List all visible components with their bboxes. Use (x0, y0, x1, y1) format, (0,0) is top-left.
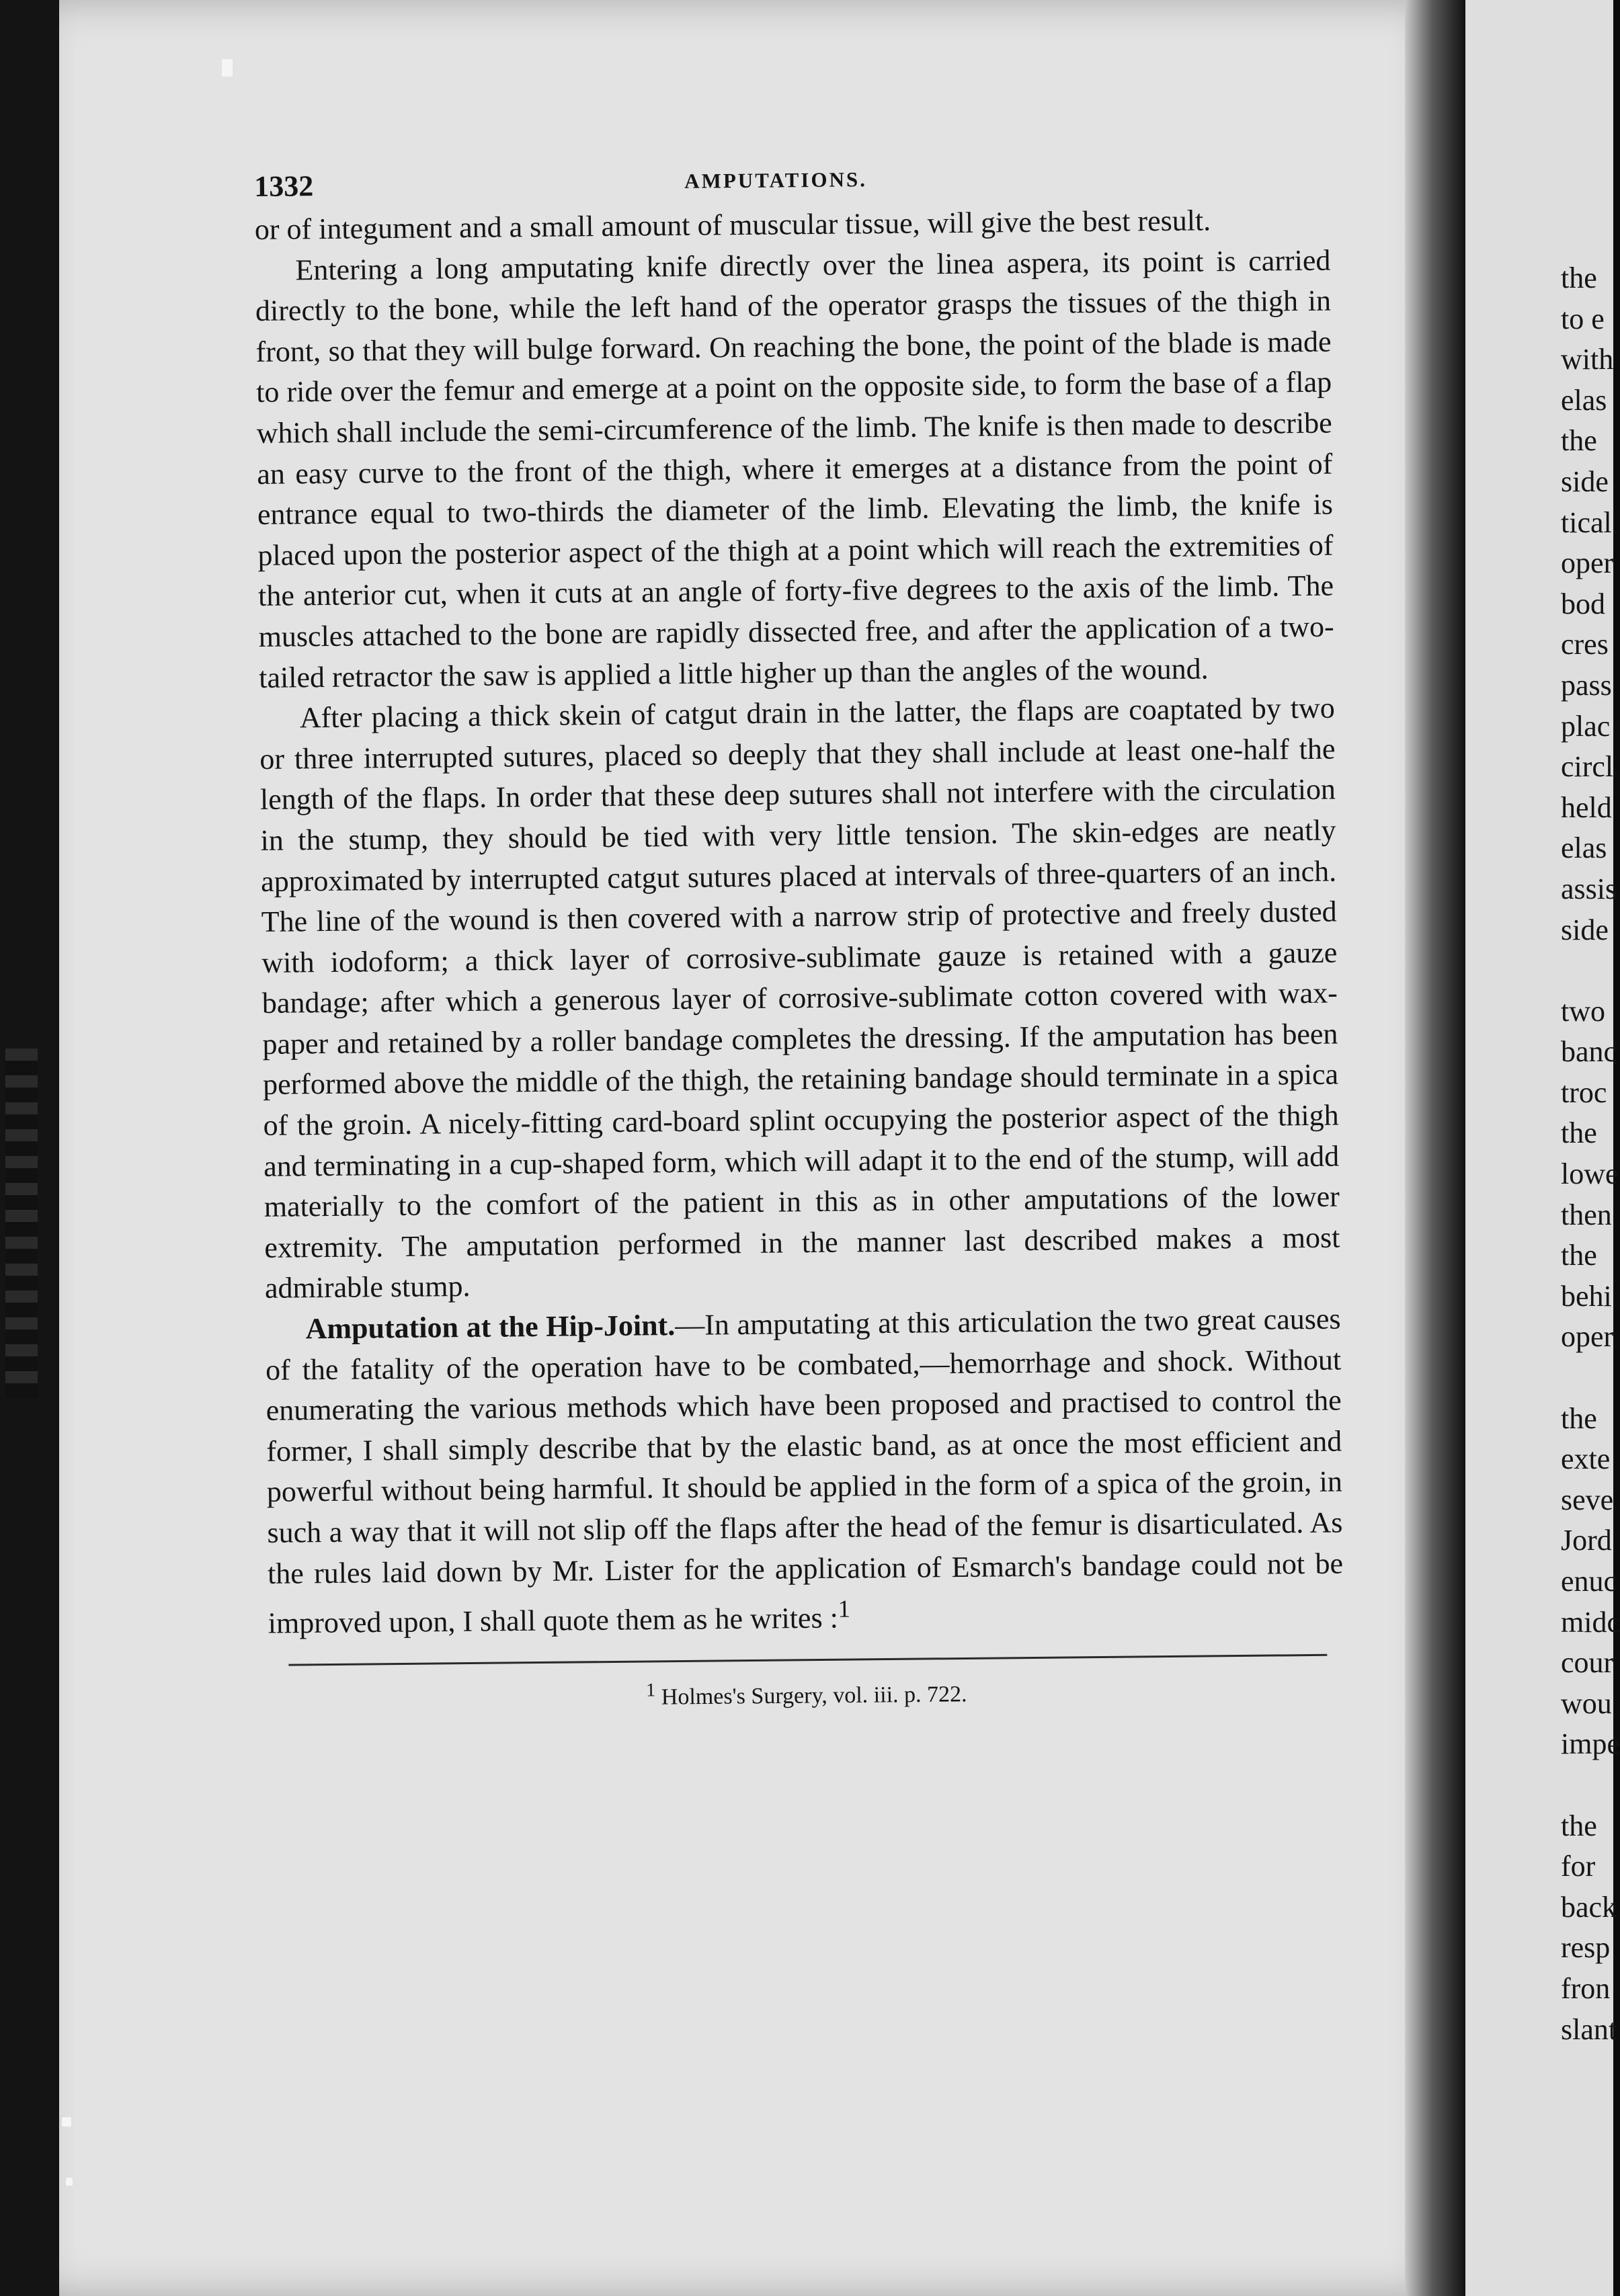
facing-page-line: to e (1561, 302, 1605, 335)
facing-page-line: midc (1561, 1605, 1620, 1639)
facing-page-text (1561, 258, 1620, 2050)
facing-page-line: the (1561, 1116, 1597, 1150)
facing-page-line: the (1561, 424, 1597, 458)
facing-page-line: circl (1561, 750, 1614, 784)
facing-page-line: back (1561, 1890, 1617, 1924)
facing-page-line: two (1561, 994, 1605, 1028)
dust-speck (222, 59, 233, 77)
facing-page-line: the (1561, 261, 1597, 294)
facing-page-line: cres (1561, 628, 1609, 661)
page-number: 1332 (254, 169, 314, 203)
facing-page-line: elas (1561, 831, 1607, 865)
facing-page-line: resp (1561, 1931, 1611, 1965)
facing-page-line: troc (1561, 1075, 1607, 1109)
facing-page-line: oper (1561, 1320, 1614, 1354)
facing-page-line (1561, 950, 1615, 991)
dust-speck (62, 2117, 71, 2127)
facing-page-line: for (1561, 1850, 1596, 1883)
facing-page-line: elas (1561, 383, 1607, 417)
paragraph: After placing a thick skein of catgut drain in the latter, the flaps are coaptated by two or three interrupted sutures, placed so deeply that they shall include at least one-half the length of the flaps. In order that these deep sutures shall not interfere with the circulation in the stump, they should be tied with very little tension. The skin-edges are neatly approximated by interrupted catgut sutures placed at intervals of three-quarters of an inch. The line of the wound is then covered with a narrow strip of protective and freely dusted with iodoform; a thick layer of corrosive-sublimate gauze is retained with a gauze bandage; after which a generous layer of corrosive-sublimate cotton covered with wax-paper and retained by a roller bandage completes the dressing. If the amputation has been performed above the middle of the thigh, the retaining bandage should terminate in a spica of the groin. A nicely-fitting card-board splint occupying the posterior aspect of the thigh and terminating in a cup-shaped form, which will adapt it to the end of the stump, will add materially to the comfort of the patient in this as in other amputations of the lower extremity. The amputation performed in the manner last described makes a most admirable stump. (259, 691, 1340, 1305)
facing-page-line: the (1561, 1401, 1597, 1435)
page-text (254, 159, 1344, 1715)
paragraph: Entering a long amputating knife directly over the linea aspera, its point is carried directly to the bone, while the left hand of the operator grasps the tissues of the thigh in front, so that they will bulge forward. On reaching the bone, the point of the blade is made to ride over the femur and emerge at a point on the opposite side, to form the base of a flap which shall include the semi-circumference of the limb. The knife is then made to describe an easy curve to the front of the thigh, where it emerges at a distance from the point of entrance equal to two-thirds the diameter of the limb. Elevating the limb, the knife is placed upon the posterior aspect of the thigh at a point which will reach the extremities of the anterior cut, when it cuts at an angle of forty-five degrees to the axis of the limb. The muscles attached to the bone are rapidly dissected free, and after the application of a two-tailed retractor the saw is applied a little higher up than the angles of the wound. (255, 243, 1334, 694)
facing-page-line: the (1561, 1239, 1597, 1272)
footnote-rule (288, 1654, 1327, 1666)
facing-page-line: banc (1561, 1035, 1617, 1069)
facing-page-line: bod (1561, 587, 1605, 620)
facing-page-line: assis (1561, 872, 1617, 905)
facing-page-line: with (1561, 343, 1614, 376)
book-gutter (1405, 0, 1465, 2296)
facing-page-line: then (1561, 1198, 1612, 1231)
facing-page-line (1561, 1765, 1615, 1806)
facing-page-line: side (1561, 464, 1609, 498)
facing-page-line: pass (1561, 668, 1612, 702)
facing-page-line: impe (1561, 1727, 1620, 1761)
facing-page-line: wou (1561, 1686, 1612, 1720)
facing-page-line: seve (1561, 1483, 1614, 1516)
facing-page-line: side (1561, 913, 1609, 946)
facing-page-line: tical (1561, 505, 1612, 539)
section-text: —In amputating at this articulation the two great causes of the fatality of the operation have to be combated,—hemorrhage and shock. Without enumerating the various methods which have been proposed and practised to control the former, I shall simply describe that by the elastic band, as at once the most efficient and powerful without being harmful. It should be applied in the form of a spica of the groin, in such a way that it will not slip off the flaps after the head of the femur is disarticulated. As the rules laid down by Mr. Lister for the application of Esmarch's bandage could not be improved upon, I shall quote them as he writes : (265, 1302, 1344, 1640)
facing-page-line: the (1561, 1809, 1597, 1842)
facing-page-line: cour (1561, 1646, 1614, 1680)
dust-speck (66, 2178, 73, 2186)
footnote-text: Holmes's Surgery, vol. iii. p. 722. (661, 1682, 967, 1711)
footnote-marker: 1 (645, 1680, 656, 1701)
facing-page-line: Jord (1561, 1524, 1612, 1557)
facing-page-line: exte (1561, 1442, 1611, 1476)
binding-mark (5, 1049, 38, 1398)
paragraph (265, 1299, 1344, 1645)
footnote-reference: 1 (838, 1594, 851, 1623)
running-title: AMPUTATIONS. (684, 167, 868, 193)
facing-page-line: enuc (1561, 1565, 1617, 1598)
paragraph: or of integument and a small amount of muscular tissue, will give the best result. (254, 204, 1211, 246)
facing-page-line: behi (1561, 1279, 1612, 1313)
facing-page-line: plac (1561, 709, 1611, 743)
facing-page-line: lowe (1561, 1157, 1619, 1191)
section-heading: Amputation at the Hip-Joint. (305, 1309, 676, 1346)
facing-page-line: oper (1561, 546, 1614, 580)
facing-page-line: fron (1561, 1971, 1611, 2005)
facing-page-line: held (1561, 790, 1612, 824)
facing-page-line: slant (1561, 2012, 1617, 2046)
facing-page-line (1561, 1358, 1615, 1399)
scan-left-border (0, 0, 59, 2296)
